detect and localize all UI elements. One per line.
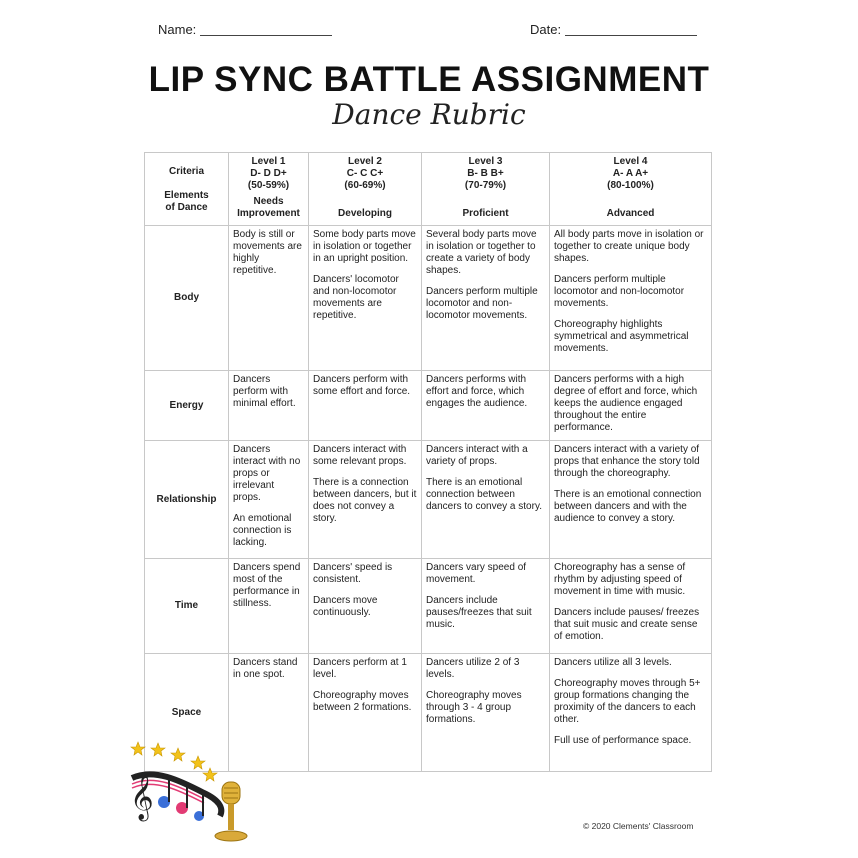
level-header bbox=[309, 153, 422, 226]
level-grades: D- D D+ bbox=[250, 168, 287, 179]
rubric-cell-text: Dancers utilize 2 of 3 levels. bbox=[426, 657, 520, 680]
rubric-cell-text: Dancers vary speed of movement. bbox=[426, 562, 527, 585]
rubric-cell bbox=[309, 371, 422, 441]
level-grades: A- A A+ bbox=[612, 168, 649, 179]
level-header bbox=[229, 153, 309, 226]
criterion-cell: Space bbox=[145, 654, 229, 772]
rubric-cell bbox=[229, 371, 309, 441]
rubric-cell-text: Dancers' locomotor and non-locomotor movements are repetitive. bbox=[313, 274, 399, 321]
rubric-row bbox=[145, 371, 712, 441]
criteria-header-line: of Dance bbox=[165, 201, 208, 213]
criteria-header bbox=[145, 153, 229, 226]
level-header bbox=[422, 153, 550, 226]
rubric-cell-text: Choreography moves through 3 - 4 group formations. bbox=[426, 690, 522, 725]
rubric-cell-text: Dancers perform multiple locomotor and non-locomotor movements. bbox=[426, 286, 538, 321]
rubric-cell-text: Dancers include pauses/freezes that suit music. bbox=[426, 595, 532, 630]
rubric-cell-text: All body parts move in isolation or together to create unique body shapes. bbox=[554, 229, 704, 264]
level-desc: Needs Improvement bbox=[237, 196, 300, 219]
rubric-cell bbox=[422, 559, 550, 654]
rubric-cell-text: Dancers' speed is consistent. bbox=[313, 562, 393, 585]
level-desc: Proficient bbox=[462, 208, 509, 219]
page-subtitle: Dance Rubric bbox=[332, 98, 526, 131]
rubric-cell-text: There is an emotional connection between dancers to convey a story. bbox=[426, 477, 542, 512]
rubric-table bbox=[144, 152, 712, 772]
rubric-cell-text: Dancers utilize all 3 levels. bbox=[554, 657, 672, 668]
criteria-header-line: Criteria bbox=[168, 165, 204, 177]
level-header bbox=[550, 153, 712, 226]
level-name: Level 4 bbox=[613, 156, 648, 167]
rubric-cell-text: Choreography has a sense of rhythm by adjusting speed of movement in time with music. bbox=[554, 562, 686, 597]
rubric-cell-text: There is an emotional connection between dancers and with the audience to convey a story. bbox=[554, 489, 702, 524]
rubric-cell-text: Dancers perform with some effort and force. bbox=[313, 374, 411, 397]
rubric-cell bbox=[229, 441, 309, 559]
rubric-cell-text: Several body parts move in isolation or together to create a variety of body shapes. bbox=[426, 229, 537, 276]
date-line[interactable] bbox=[565, 35, 697, 36]
rubric-cell-text: Dancers move continuously. bbox=[313, 595, 378, 618]
name-field[interactable] bbox=[158, 22, 332, 37]
rubric-cell-text: Dancers perform at 1 level. bbox=[313, 657, 407, 680]
rubric-cell-text: Choreography moves through 5+ group formations changing the proximity of the dancers to each other. bbox=[554, 678, 701, 725]
criterion-cell: Relationship bbox=[145, 441, 229, 559]
rubric-cell-text: Dancers include pauses/ freezes that suit music and create sense of emotion. bbox=[554, 607, 700, 642]
level-range: (70-79%) bbox=[464, 180, 507, 191]
rubric-cell-text: Dancers performs with a high degree of effort and force, which keeps the audience engaged throughout the entire performance. bbox=[554, 374, 698, 433]
level-grades: C- C C+ bbox=[346, 168, 384, 179]
level-range: (50-59%) bbox=[247, 180, 290, 191]
rubric-cell bbox=[309, 654, 422, 772]
rubric-row bbox=[145, 559, 712, 654]
level-desc: Advanced bbox=[606, 208, 655, 219]
level-desc: Developing bbox=[338, 208, 392, 219]
name-line[interactable] bbox=[200, 35, 332, 36]
rubric-cell-text: An emotional connection is lacking. bbox=[233, 513, 292, 548]
rubric-cell bbox=[309, 441, 422, 559]
level-name: Level 1 bbox=[251, 156, 286, 167]
rubric-cell-text: Dancers spend most of the performance in stillness. bbox=[233, 562, 301, 609]
music-notes-microphone-stars-icon bbox=[124, 738, 249, 846]
rubric-cell bbox=[229, 226, 309, 371]
rubric-cell bbox=[550, 654, 712, 772]
rubric-cell bbox=[550, 226, 712, 371]
rubric-cell bbox=[309, 559, 422, 654]
date-field[interactable] bbox=[530, 22, 697, 37]
copyright-text: © 2020 Clements' Classroom bbox=[583, 821, 694, 831]
svg-text:𝄞: 𝄞 bbox=[130, 774, 154, 820]
date-label: Date: bbox=[530, 22, 562, 37]
level-name: Level 2 bbox=[348, 156, 382, 167]
criterion-cell: Body bbox=[145, 226, 229, 371]
rubric-cell-text: There is a connection between dancers, but it does not convey a story. bbox=[313, 477, 417, 524]
rubric-cell-text: Dancers interact with no props or irrelevant props. bbox=[233, 444, 301, 503]
rubric-row bbox=[145, 441, 712, 559]
rubric-cell bbox=[422, 371, 550, 441]
rubric-row bbox=[145, 226, 712, 371]
level-name: Level 3 bbox=[468, 156, 503, 167]
level-range: (80-100%) bbox=[607, 180, 654, 191]
criterion-cell: Time bbox=[145, 559, 229, 654]
level-grades: B- B B+ bbox=[467, 168, 504, 179]
rubric-cell-text: Dancers interact with some relevant props. bbox=[313, 444, 407, 467]
rubric-cell-text: Dancers perform multiple locomotor and non-locomotor movements. bbox=[554, 274, 685, 309]
rubric-cell-text: Dancers interact with a variety of props that enhance the story told through the choreography. bbox=[554, 444, 700, 479]
page-title: LIP SYNC BATTLE ASSIGNMENT bbox=[148, 60, 710, 99]
level-range: (60-69%) bbox=[344, 180, 386, 191]
rubric-cell-text: Dancers stand in one spot. bbox=[233, 657, 298, 680]
rubric-cell-text: Dancers perform with minimal effort. bbox=[233, 374, 296, 409]
criteria-header-line: Elements bbox=[164, 189, 209, 201]
criterion-cell: Energy bbox=[145, 371, 229, 441]
rubric-cell-text: Choreography moves between 2 formations. bbox=[313, 690, 412, 713]
rubric-cell bbox=[422, 441, 550, 559]
rubric-cell-text: Full use of performance space. bbox=[554, 735, 692, 746]
rubric-cell-text: Some body parts move in isolation or together in an upright position. bbox=[313, 229, 416, 264]
rubric-cell bbox=[309, 226, 422, 371]
rubric-cell bbox=[422, 226, 550, 371]
rubric-cell-text: Body is still or movements are highly repetitive. bbox=[233, 229, 302, 276]
rubric-cell-text: Dancers interact with a variety of props. bbox=[426, 444, 528, 467]
rubric-cell bbox=[550, 559, 712, 654]
rubric-cell bbox=[229, 559, 309, 654]
rubric-cell bbox=[550, 371, 712, 441]
rubric-cell bbox=[422, 654, 550, 772]
name-label: Name: bbox=[158, 22, 197, 37]
rubric-cell-text: Choreography highlights symmetrical and asymmetrical movements. bbox=[554, 319, 689, 354]
rubric-cell-text: Dancers performs with effort and force, which engages the audience. bbox=[426, 374, 528, 409]
rubric-cell bbox=[550, 441, 712, 559]
